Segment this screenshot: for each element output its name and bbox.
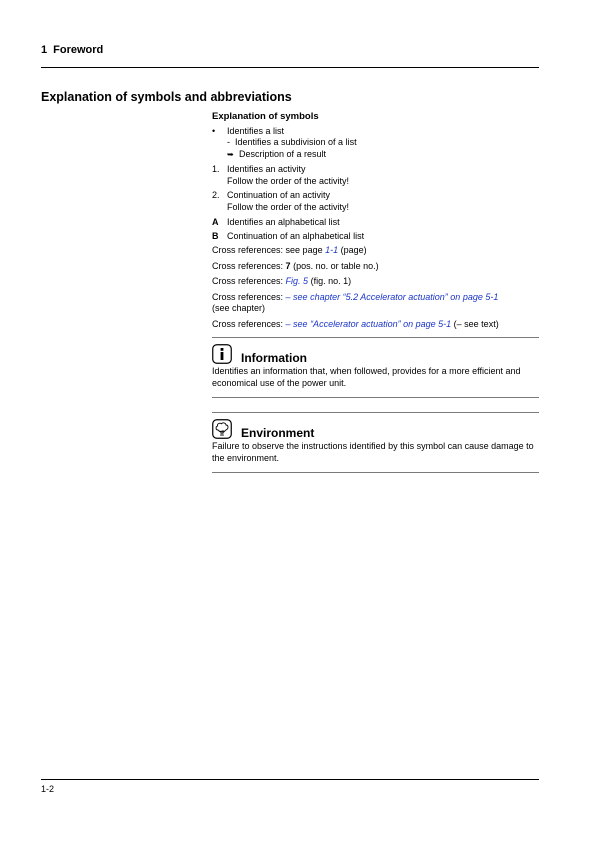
alpha-b-text: Continuation of an alphabetical list (227, 230, 365, 241)
crossref-fig (212, 276, 539, 288)
footer-rule (41, 779, 539, 780)
activity-item-1 (212, 164, 539, 176)
crossref-pos-value: 7 (285, 260, 291, 271)
crossref-prefix: Cross references: (212, 276, 284, 286)
environment-bottom-rule (212, 472, 539, 473)
chapter-header (41, 44, 103, 56)
crossref-text-suffix: (– see text) (453, 318, 499, 329)
information-text: Identifies an information that, when followed, provides for a more efficient and economical use of the power unit. (212, 366, 521, 388)
crossref-fig-link[interactable]: Fig. 5 (285, 276, 309, 286)
chapter-title: Foreword (53, 44, 104, 56)
crossref-chapter (212, 292, 539, 315)
alpha-b-marker: B (212, 230, 219, 241)
crossref-text-link[interactable]: – see “Accelerator actuation” on page 5-1 (285, 318, 452, 329)
bullet-text: Identifies a list (227, 125, 285, 136)
crossref-pos-suffix: (pos. no. or table no.) (293, 260, 379, 271)
header-rule (41, 67, 539, 68)
chapter-number: 1 (41, 44, 48, 56)
result-arrow-icon: ➥ (227, 149, 234, 159)
crossref-prefix: Cross references: (212, 260, 284, 271)
information-title: Information (241, 351, 307, 365)
crossref-chapter-suffix: (see chapter) (212, 303, 266, 313)
alpha-item-a (212, 217, 539, 229)
crossref-fig-suffix: (fig. no. 1) (310, 276, 352, 286)
crossref-page-suffix: (page) (340, 245, 367, 255)
result-text: Description of a result (239, 148, 327, 159)
activity-1-note: Follow the order of the activity! (227, 175, 350, 186)
alpha-a-text: Identifies an alphabetical list (227, 217, 340, 227)
page-number: 1-2 (41, 784, 55, 794)
crossref-prefix: Cross references: (212, 318, 284, 329)
crossref-page (212, 245, 539, 257)
list-item-sub (212, 137, 539, 149)
environment-title: Environment (241, 426, 315, 440)
symbols-content (212, 111, 539, 473)
symbols-heading: Explanation of symbols (212, 111, 319, 122)
crossref-prefix: Cross references: (212, 291, 284, 302)
crossref-page-link[interactable]: 1-1 (325, 245, 339, 255)
alpha-item-b (212, 231, 539, 243)
activity-2-marker: 2. (212, 190, 220, 200)
list-item-result (212, 149, 539, 161)
sub-marker: - (227, 137, 230, 147)
list-item-bullet (212, 126, 539, 138)
activity-2-note: Follow the order of the activity! (227, 201, 350, 212)
activity-item-2 (212, 190, 539, 202)
crossref-text (212, 319, 539, 331)
info-icon (212, 344, 232, 364)
crossref-page-pre: see page (285, 245, 323, 255)
crossref-prefix: Cross references: (212, 245, 284, 255)
crossref-pos (212, 261, 539, 273)
section-title: Explanation of symbols and abbreviations (41, 90, 292, 104)
sub-text: Identifies a subdivision of a list (235, 137, 357, 147)
information-note (212, 338, 539, 397)
bullet-marker: • (212, 125, 216, 136)
activity-2-text: Continuation of an activity (227, 190, 331, 200)
tree-icon (212, 419, 232, 439)
environment-text: Failure to observe the instructions identified by this symbol can cause damage to the environment. (212, 441, 534, 463)
alpha-a-marker: A (212, 217, 219, 227)
environment-note (212, 413, 539, 472)
activity-1-marker: 1. (212, 164, 220, 174)
activity-1-text: Identifies an activity (227, 164, 306, 174)
crossref-chapter-link[interactable]: – see chapter “5.2 Accelerator actuation” on page 5-1 (285, 291, 499, 302)
